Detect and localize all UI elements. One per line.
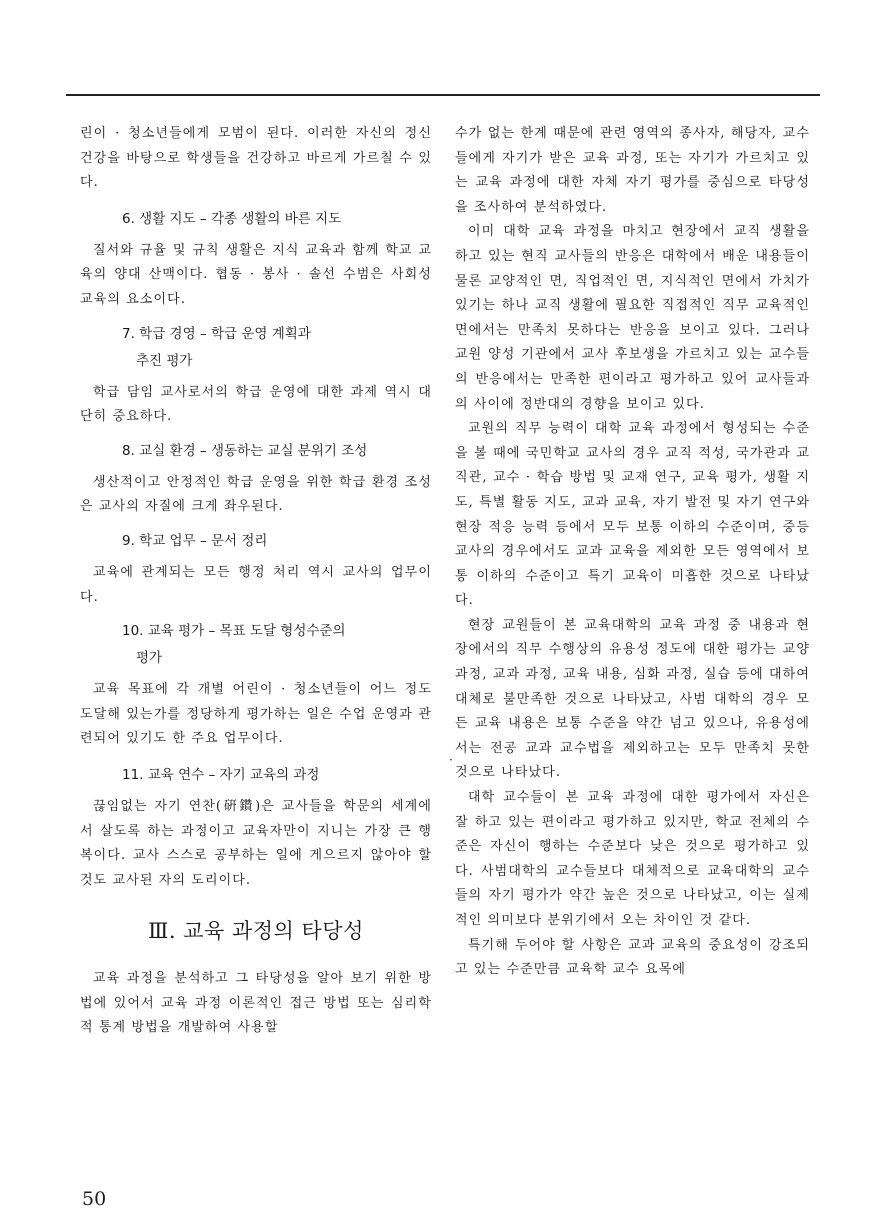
- paragraph: 학급 담임 교사로서의 학급 운영에 대한 과제 역시 대단히 중요하다.: [80, 384, 432, 425]
- heading-line: 평가: [136, 650, 163, 667]
- paragraph: 특기해 두어야 할 사항은 교과 교육의 중요성이 강조되고 있는 수준만큼 교육학 교수 요목에: [455, 937, 810, 978]
- section-heading-6: 6. 생활 지도 – 각종 생활의 바른 지도: [122, 210, 342, 227]
- paragraph: 생산적이고 안정적인 학급 운영을 위한 학급 환경 조성은 교사의 자질에 크게 좌우된다.: [80, 474, 432, 515]
- chapter-title: Ⅲ. 교육 과정의 타당성: [148, 919, 364, 944]
- section-heading-10: [80, 618, 432, 672]
- section-heading-8: 8. 교실 환경 – 생동하는 교실 분위기 조성: [122, 442, 368, 459]
- paragraph: 교육 목표에 각 개별 어린이 · 청소년들이 어느 정도 도달해 있는가를 정당하게 평가하는 일은 수업 운영과 관련되어 있기도 한 주요 업무이다.: [80, 682, 432, 747]
- section-heading-11: 11. 교육 연수 – 자기 교육의 과정: [122, 766, 320, 783]
- paragraph: 현장 교원들이 본 교육대학의 교육 과정 중 내용과 현장에서의 직무 수행상의 유용성 정도에 대한 평가는 교양 과정, 교과 과정, 교육 내용, 심화 과정, 실습 등에 대하여 대체로 불만족한 것으로 나타났고, 사범 대학의 경우 모든 교육 내용은 보통 수준을 약간 넘고 있으나, 유용성에서는 전공 교과 교수법을 제외하고는 모두 만족치 못한 것으로 나타났다.: [455, 617, 810, 781]
- paragraph: 이미 대학 교육 과정을 마치고 현장에서 교직 생활을 하고 있는 현직 교사들의 반응은 대학에서 배운 내용들이 물론 교양적인 면, 직업적인 면, 지식적인 면에서 가치가 있기는 하나 교직 생활에 필요한 직접적인 직무 교육적인 면에서는 만족치 못하다는 반응을 보이고 있다. 그러나 교원 양성 기관에서 교사 후보생을 가르치고 있는 교수들의 반응에서는 만족한 편이라고 평가하고 있어 교사들과의 사이에 정반대의 경향을 보이고 있다.: [455, 224, 810, 412]
- paragraph: 교육에 관계되는 모든 행정 처리 역시 교사의 업무이다.: [80, 564, 432, 605]
- left-column: [80, 122, 432, 1041]
- heading-line: 10. 교육 평가 – 목표 도달 형성수준의: [122, 623, 346, 640]
- paragraph: 교육 과정을 분석하고 그 타당성을 알아 보기 위한 방법에 있어서 교육 과정 이론적인 접근 방법 또는 심리학적 통계 방법을 개발하여 사용할: [80, 971, 432, 1036]
- heading-line: 추진 평가: [136, 352, 193, 369]
- header-rule: [66, 94, 820, 96]
- section-heading-7: [80, 321, 432, 375]
- paragraph: 끊임없는 자기 연찬(硏鑽)은 교사들을 학문의 세계에서 살도록 하는 과정이고 교육자만이 지니는 가장 큰 행복이다. 교사 스스로 공부하는 일에 게으르지 않아야 할 것도 교사된 자의 도리이다.: [80, 798, 432, 888]
- paragraph: 수가 없는 한계 때문에 관련 영역의 종사자, 해당자, 교수들에게 자기가 받은 교육 과정, 또는 자기가 가르치고 있는 교육 과정에 대한 자체 자기 평가를 중심으로 타당성을 조사하여 분석하였다.: [455, 126, 810, 215]
- page-number: 50: [82, 1188, 107, 1210]
- right-column: [455, 122, 810, 983]
- paragraph: 대학 교수들이 본 교육 과정에 대한 평가에서 자신은 잘 하고 있는 편이라고 평가하고 있지만, 학교 전체의 수준은 자신이 행하는 수준보다 낮은 것으로 평가하고 있다. 사범대학의 교수들보다 대체적으로 교육대학의 교수들의 자기 평가가 약간 높은 것으로 나타났고, 이는 실제적인 의미보다 분위기에서 오는 차이인 것 같다.: [455, 790, 810, 928]
- margin-dot: ·: [449, 753, 453, 767]
- section-heading-9: 9. 학교 업무 – 문서 정리: [122, 532, 268, 549]
- heading-line: 7. 학급 경영 – 학급 운영 계획과: [122, 325, 311, 342]
- paragraph: 질서와 규율 및 규칙 생활은 지식 교육과 함께 학교 교육의 양대 산맥이다. 협동 · 봉사 · 솔선 수범은 사회성 교육의 요소이다.: [80, 242, 432, 307]
- paragraph: 린이 · 청소년들에게 모범이 된다. 이러한 자신의 정신 건강을 바탕으로 학생들을 건강하고 바르게 가르칠 수 있다.: [80, 126, 432, 191]
- paragraph: 교원의 직무 능력이 대학 교육 과정에서 형성되는 수준을 볼 때에 국민학교 교사의 경우 교직 적성, 국가관과 교직관, 교수 · 학습 방법 및 교재 연구, 교육 평가, 생활 지도, 특별 활동 지도, 교과 교육, 자기 발전 및 자기 연구와 현장 적응 능력 등에서 모두 보통 이하의 수준이며, 중등 교사의 경우에서도 교과 교육을 제외한 모든 영역에서 보통 이하의 수준이고 특기 교육이 미흡한 것으로 나타났다.: [455, 421, 810, 609]
